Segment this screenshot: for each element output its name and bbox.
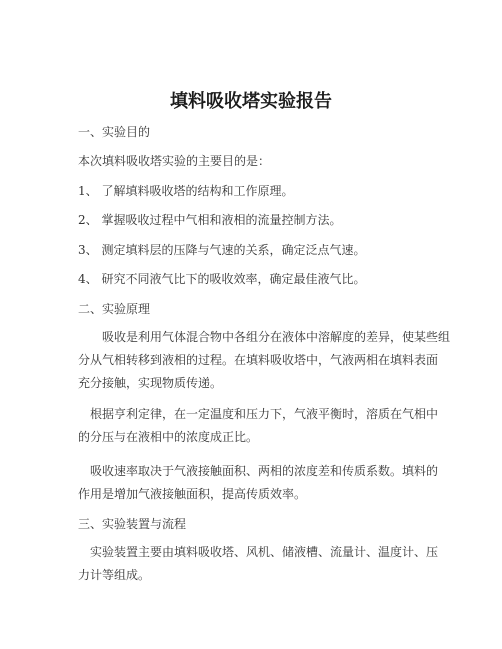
paragraph-line: 的分压与在液相中的浓度成正比。 xyxy=(78,430,259,444)
purpose-item: 4、 研究不同液气比下的吸收效率，确定最佳液气比。 xyxy=(78,272,366,286)
paragraph-line: 作用是增加气液接触面积，提高传质效率。 xyxy=(78,487,307,501)
paragraph-line: 吸收速率取决于气液接触面积、两相的浓度差和传质系数。填料的 xyxy=(90,464,439,478)
principle-paragraph xyxy=(78,326,451,395)
section-heading-purpose: 一、实验目的 xyxy=(78,125,151,139)
apparatus-paragraph xyxy=(78,541,439,587)
section-heading-principle: 二、实验原理 xyxy=(78,302,151,316)
paragraph-line: 实验装置主要由填料吸收塔、风机、储液槽、流量计、温度计、压 xyxy=(90,545,439,559)
section-heading-apparatus: 三、实验装置与流程 xyxy=(78,517,187,531)
purpose-intro: 本次填料吸收塔实验的主要目的是： xyxy=(78,154,271,168)
paragraph-line: 根据亨利定律，在一定温度和压力下，气液平衡时，溶质在气相中 xyxy=(90,407,439,421)
paragraph-line: 分从气相转移到液相的过程。在填料吸收塔中，气液两相在填料表面 xyxy=(78,353,439,367)
principle-paragraph xyxy=(78,403,439,449)
paragraph-line: 吸收是利用气体混合物中各组分在液体中溶解度的差异，使某些组 xyxy=(102,330,451,344)
paragraph-line: 充分接触，实现物质传递。 xyxy=(78,376,223,390)
purpose-item: 3、 测定填料层的压降与气速的关系，确定泛点气速。 xyxy=(78,243,366,257)
paragraph-line: 力计等组成。 xyxy=(78,568,151,582)
document-title: 填料吸收塔实验报告 xyxy=(170,91,332,112)
principle-paragraph xyxy=(78,460,439,506)
purpose-item: 1、 了解填料吸收塔的结构和工作原理。 xyxy=(78,184,294,198)
purpose-item: 2、 掌握吸收过程中气相和液相的流量控制方法。 xyxy=(78,213,342,227)
